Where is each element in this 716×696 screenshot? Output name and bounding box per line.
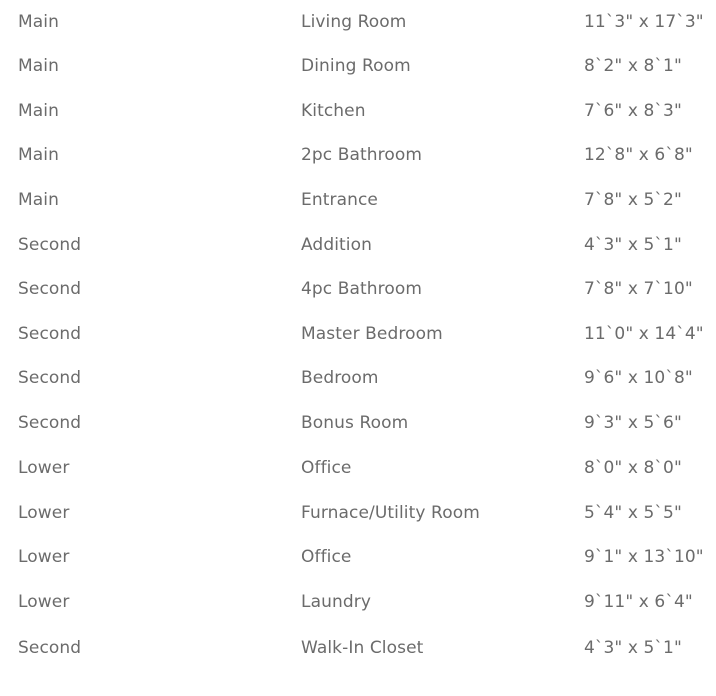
room-size: 7`8" x 5`2": [584, 190, 682, 210]
room-name: 2pc Bathroom: [301, 145, 423, 165]
room-level: Main: [18, 190, 59, 210]
room-name: Bedroom: [301, 368, 379, 388]
room-level: Main: [18, 56, 59, 76]
room-level: Main: [18, 101, 59, 121]
room-name: Addition: [301, 235, 372, 255]
room-level: Lower: [18, 592, 70, 612]
room-name: Entrance: [301, 190, 378, 210]
table-row: [0, 587, 716, 617]
room-name: Office: [301, 547, 352, 567]
room-level: Main: [18, 12, 59, 32]
room-size: 12`8" x 6`8": [584, 145, 693, 165]
room-size: 4`3" x 5`1": [584, 235, 682, 255]
room-size: 11`0" x 14`4": [584, 324, 704, 344]
table-row: [0, 51, 716, 81]
table-row: [0, 230, 716, 260]
room-size: 4`3" x 5`1": [584, 638, 682, 658]
table-row: [0, 185, 716, 215]
room-level: Second: [18, 235, 82, 255]
room-level: Second: [18, 279, 82, 299]
table-row: [0, 408, 716, 438]
table-row: [0, 319, 716, 349]
room-size: 9`3" x 5`6": [584, 413, 682, 433]
room-level: Lower: [18, 503, 70, 523]
room-size: 9`11" x 6`4": [584, 592, 693, 612]
room-level: Lower: [18, 547, 70, 567]
room-level: Second: [18, 413, 82, 433]
table-row: [0, 498, 716, 528]
table-row: [0, 7, 716, 37]
table-row: [0, 274, 716, 304]
room-size: 8`2" x 8`1": [584, 56, 682, 76]
room-name: Bonus Room: [301, 413, 409, 433]
room-name: Dining Room: [301, 56, 411, 76]
room-size: 9`1" x 13`10": [584, 547, 704, 567]
room-size: 5`4" x 5`5": [584, 503, 682, 523]
room-name: 4pc Bathroom: [301, 279, 423, 299]
room-level: Second: [18, 368, 82, 388]
room-size: 9`6" x 10`8": [584, 368, 693, 388]
table-row: [0, 96, 716, 126]
room-name: Walk-In Closet: [301, 638, 424, 658]
room-size: 8`0" x 8`0": [584, 458, 682, 478]
table-row: [0, 633, 716, 663]
room-name: Office: [301, 458, 352, 478]
room-size: 7`8" x 7`10": [584, 279, 693, 299]
room-level: Main: [18, 145, 59, 165]
room-name: Master Bedroom: [301, 324, 443, 344]
table-row: [0, 363, 716, 393]
room-name: Living Room: [301, 12, 407, 32]
room-name: Kitchen: [301, 101, 366, 121]
room-level: Second: [18, 638, 82, 658]
room-level: Lower: [18, 458, 70, 478]
room-name: Laundry: [301, 592, 371, 612]
table-row: [0, 453, 716, 483]
room-name: Furnace/Utility Room: [301, 503, 480, 523]
table-row: [0, 140, 716, 170]
room-level: Second: [18, 324, 82, 344]
table-row: [0, 542, 716, 572]
room-size: 11`3" x 17`3": [584, 12, 704, 32]
room-size: 7`6" x 8`3": [584, 101, 682, 121]
